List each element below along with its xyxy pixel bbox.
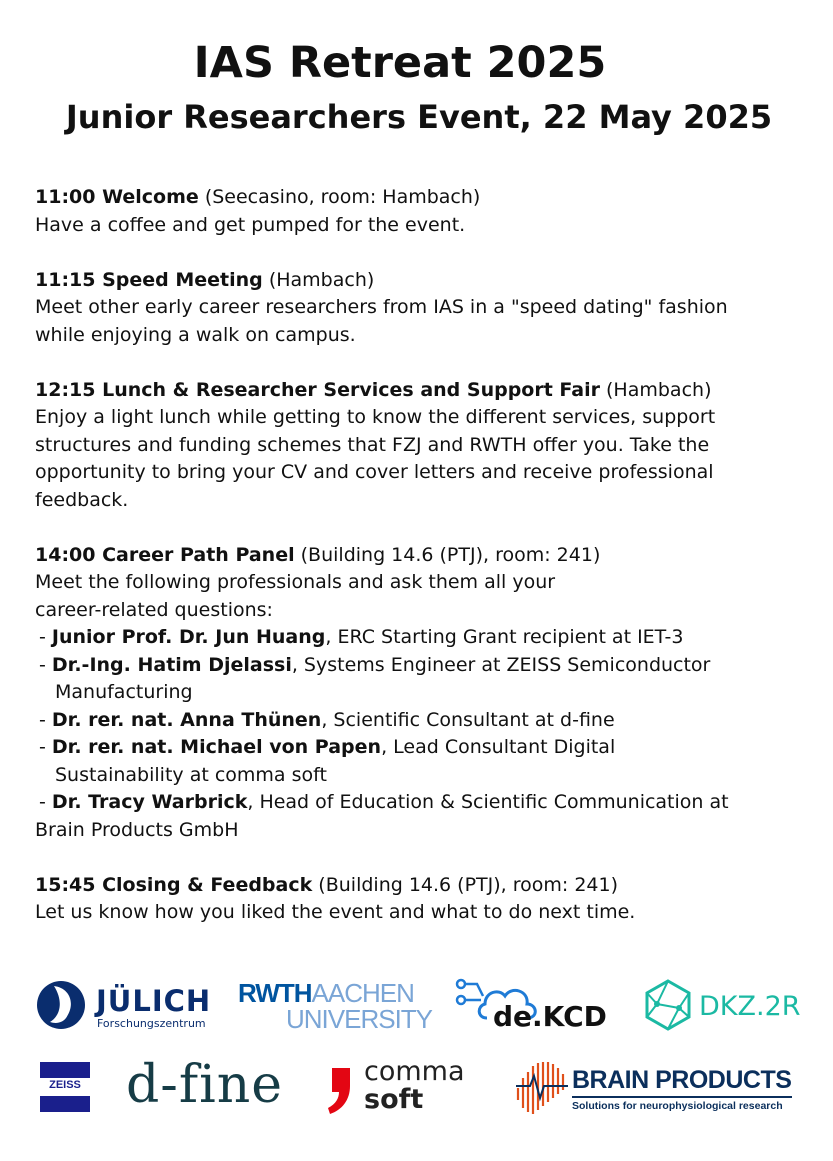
agenda-description: Meet other early career researchers from IAS in a "speed dating" fashion <box>35 296 728 318</box>
speaker-name: Dr. Tracy Warbrick <box>51 791 248 813</box>
agenda-item-speed-meeting <box>35 267 815 350</box>
page-subtitle: Junior Researchers Event, 22 May 2025 <box>65 98 773 136</box>
speaker-name: Dr.-Ing. Hatim Djelassi <box>51 653 292 676</box>
dfine-logo <box>126 1054 301 1118</box>
speaker-role: , Head of Education & Scientific Communication at <box>247 791 729 813</box>
rwth-logo <box>238 978 433 1034</box>
agenda-description: feedback. <box>35 488 129 511</box>
agenda-location: (Seecasino, room: Hambach) <box>198 186 481 208</box>
rwth-aachen: AACHEN <box>311 978 414 1008</box>
agenda-description: Meet the following professionals and ask them all your <box>35 571 556 593</box>
speaker: - Dr. Tracy Warbrick, Head of Education & Scientific Communication at Brain Products GmbH <box>35 789 815 844</box>
speaker-role-cont: Sustainability at comma soft <box>55 763 327 786</box>
agenda-heading: 11:00 Welcome <box>35 186 199 208</box>
agenda-heading: 11:15 Speed Meeting <box>35 268 263 291</box>
brain-icon <box>514 1058 570 1118</box>
dkz-logo <box>643 978 801 1036</box>
comma-mark-icon <box>326 1064 356 1116</box>
agenda-description: opportunity to bring your CV and cover letters and receive professional <box>35 461 714 483</box>
dkz-network-icon <box>643 978 693 1032</box>
speaker-name: Dr. rer. nat. Michael von Papen <box>51 736 382 758</box>
agenda-heading: 12:15 Lunch & Researcher Services and Support Fair <box>35 378 600 401</box>
speaker-role-cont: Manufacturing <box>55 681 193 703</box>
agenda-item-lunch <box>35 377 815 515</box>
julich-logo <box>36 980 216 1032</box>
rwth-university: UNIVERSITY <box>286 1004 433 1034</box>
speaker-role: , Lead Consultant Digital <box>381 736 616 758</box>
sponsor-logos <box>0 970 833 1150</box>
speaker-name: Dr. rer. nat. Anna Thünen <box>51 708 322 731</box>
dekcd-de: de <box>493 1000 533 1033</box>
dekcd-kcd: .KCD <box>532 1000 607 1033</box>
agenda-location: (Building 14.6 (PTJ), room: 241) <box>294 543 601 566</box>
agenda-item-career-panel <box>35 542 815 845</box>
julich-name: JÜLICH <box>96 984 212 1018</box>
comma-line1: comma <box>364 1056 465 1087</box>
agenda-location: (Building 14.6 (PTJ), room: 241) <box>312 873 619 896</box>
agenda-description: while enjoying a walk on campus. <box>35 323 356 346</box>
speaker-role: , Scientific Consultant at d-fine <box>321 708 615 731</box>
speaker-role: , Systems Engineer at ZEISS Semiconductor <box>291 653 711 676</box>
commasoft-logo <box>326 1058 491 1120</box>
agenda-location: (Hambach) <box>262 268 375 291</box>
bp-tagline: Solutions for neurophysiological research <box>572 1100 783 1112</box>
agenda-description: Have a coffee and get pumped for the event. <box>35 213 466 236</box>
zeiss-name: ZEISS <box>49 1079 81 1091</box>
julich-sub: Forschungszentrum <box>97 1017 206 1030</box>
agenda-item-closing <box>35 872 815 927</box>
agenda-description: Enjoy a light lunch while getting to know the different services, support <box>35 406 716 428</box>
zeiss-logo <box>40 1062 90 1112</box>
agenda-description: structures and funding schemes that FZJ and RWTH offer you. Take the <box>35 433 710 456</box>
page-title: IAS Retreat 2025 <box>193 38 607 88</box>
dekcd-logo <box>455 978 610 1036</box>
julich-emblem-icon <box>36 980 86 1030</box>
speaker: - Dr. rer. nat. Michael von Papen, Lead Consultant Digital Sustainability at comma soft <box>35 734 815 789</box>
speaker: - Dr.-Ing. Hatim Djelassi, Systems Engineer at ZEISS Semiconductor Manufacturing <box>35 652 815 707</box>
bp-name: BRAIN PRODUCTS <box>572 1066 792 1094</box>
speaker: - Junior Prof. Dr. Jun Huang, ERC Starting Grant recipient at IET-3 <box>39 626 684 648</box>
agenda-location: (Hambach) <box>599 378 712 401</box>
speaker-role: , ERC Starting Grant recipient at IET-3 <box>325 626 684 648</box>
dkz-name: DKZ.2R <box>699 991 801 1022</box>
agenda-heading: 14:00 Career Path Panel <box>35 543 295 566</box>
speaker-role-cont: Brain Products GmbH <box>35 818 239 841</box>
dfine-name: d-fine <box>126 1055 283 1115</box>
speaker: - Dr. rer. nat. Anna Thünen, Scientific Consultant at d-fine <box>39 708 615 731</box>
agenda-description: Let us know how you liked the event and what to do next time. <box>35 901 636 923</box>
comma-line2: soft <box>364 1084 424 1115</box>
agenda-heading: 15:45 Closing & Feedback <box>35 873 313 896</box>
agenda-description: career-related questions: <box>35 598 273 621</box>
brainproducts-logo <box>514 1058 794 1122</box>
speaker-name: Junior Prof. Dr. Jun Huang <box>51 626 326 648</box>
agenda <box>35 184 815 954</box>
rwth-name: RWTH <box>238 978 312 1008</box>
agenda-item-welcome <box>35 184 815 239</box>
